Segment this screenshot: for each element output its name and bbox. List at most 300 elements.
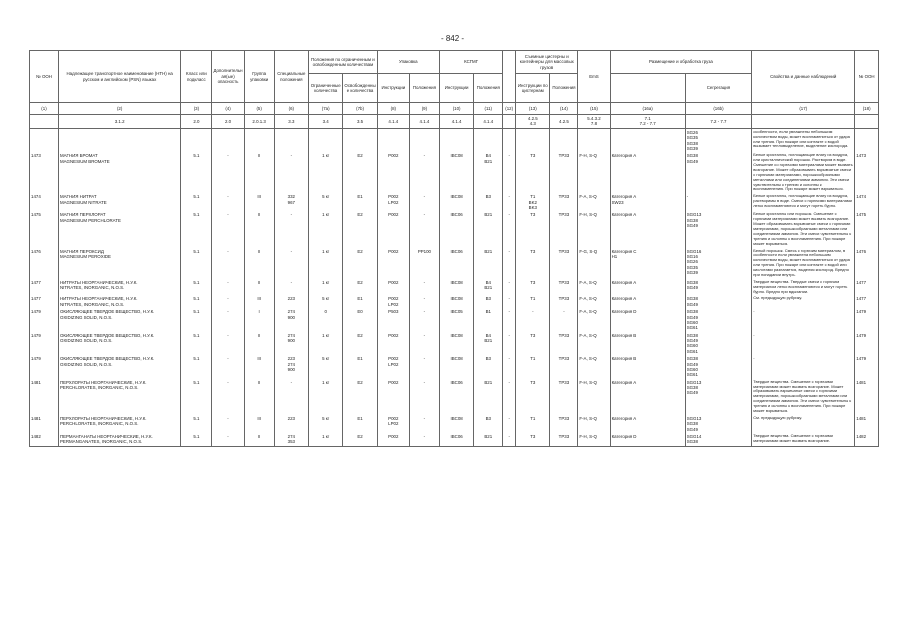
cell-un: 1482 bbox=[30, 433, 59, 446]
cell-seg: SGG14 SG38 bbox=[685, 433, 752, 446]
cell-un: 1473 bbox=[855, 152, 879, 193]
header-stowage: Размещение и обработка груза bbox=[610, 51, 752, 74]
cell-ti: T1 bbox=[516, 295, 550, 308]
column-number: (12) bbox=[503, 103, 516, 115]
cell-tp: TP33 bbox=[550, 415, 578, 433]
cell-pp: - bbox=[409, 308, 439, 332]
cell-stow: Категория A bbox=[610, 152, 685, 193]
cell-c12: - bbox=[503, 379, 516, 415]
cell-cls: 5.1 bbox=[181, 295, 212, 308]
cell-cls: 5.1 bbox=[181, 248, 212, 279]
cell-pp: - bbox=[409, 433, 439, 446]
cell-shipping-name: МАГНИЯ НИТРАТ MAGNESIUM NITRATE bbox=[58, 193, 180, 211]
cell-ibc: IBC06 bbox=[439, 211, 473, 247]
column-number: (17) bbox=[752, 103, 855, 115]
cell-pp: - bbox=[409, 279, 439, 296]
cell-ems: F-A, S-Q bbox=[578, 279, 610, 296]
cell-prop: Твердые вещества. Смешение с горючими материалами может вызвать возгорание. bbox=[752, 433, 855, 446]
cell-stow: Категория B bbox=[610, 332, 685, 356]
cell-sp: 274 353 bbox=[274, 433, 308, 446]
cell-ibcp: B21 bbox=[474, 433, 503, 446]
column-number: (9) bbox=[409, 103, 439, 115]
cell-ti: T1 bbox=[516, 415, 550, 433]
cell-ibcp: B1 bbox=[474, 308, 503, 332]
cell-pp: - bbox=[409, 152, 439, 193]
cell-pp bbox=[409, 128, 439, 152]
dangerous-goods-table bbox=[29, 50, 879, 447]
cell-cls: 5.1 bbox=[181, 355, 212, 379]
header-name: Надлежащее транспортное наименование (НТН) на русском и английском (PSN) языках bbox=[58, 51, 180, 103]
column-number: (14) bbox=[550, 103, 578, 115]
cell-pg: I bbox=[244, 308, 274, 332]
cell-lq: 1 кг bbox=[309, 433, 343, 446]
table-row bbox=[30, 193, 879, 211]
cell-pi: P002 bbox=[377, 379, 409, 415]
cell-pp: PP100 bbox=[409, 248, 439, 279]
column-number: (4) bbox=[212, 103, 244, 115]
cell-eq: E2 bbox=[343, 152, 377, 193]
cell-un: 1477 bbox=[855, 295, 879, 308]
cell-pi: P002 bbox=[377, 332, 409, 356]
cell-lq: 1 кг bbox=[309, 279, 343, 296]
column-number: (10) bbox=[439, 103, 473, 115]
column-number: (15) bbox=[578, 103, 610, 115]
cell-eq: E2 bbox=[343, 379, 377, 415]
cell-ems: F-H, S-Q bbox=[578, 433, 610, 446]
cell-pg: III bbox=[244, 295, 274, 308]
cell-ibcp: B4 B21 bbox=[474, 152, 503, 193]
header-un-right: № ООН bbox=[855, 51, 879, 103]
cell-prop: - bbox=[752, 308, 855, 332]
cell-un bbox=[30, 128, 59, 152]
cell-shipping-name: ПЕРХЛОРАТЫ НЕОРГАНИЧЕСКИЕ, Н.У.К. PERCHLORATES, INORGANIC, N.O.S. bbox=[58, 415, 180, 433]
cell-tp: TP33 bbox=[550, 355, 578, 379]
cell-ibcp: B3 bbox=[474, 295, 503, 308]
reference-cell: 7.1 7.2 - 7.7 bbox=[610, 115, 685, 129]
column-number: (8) bbox=[377, 103, 409, 115]
cell-seg: SG38 SG49 bbox=[685, 279, 752, 296]
cell-un: 1481 bbox=[30, 379, 59, 415]
header-ibc-provisions: Положения bbox=[474, 74, 503, 103]
cell-shipping-name: МАГНИЯ БРОМАТ MAGNESIUM BROMATE bbox=[58, 152, 180, 193]
cell-ti: T3 bbox=[516, 211, 550, 247]
cell-pi: P002 LP02 bbox=[377, 415, 409, 433]
cell-sp: 274 900 bbox=[274, 332, 308, 356]
cell-un: 1479 bbox=[30, 332, 59, 356]
cell-ibc: IBC08 bbox=[439, 295, 473, 308]
cell-ems: F-A, S-Q bbox=[578, 332, 610, 356]
header-class: Класс или подкласс bbox=[181, 51, 212, 103]
cell-cls: 5.1 bbox=[181, 332, 212, 356]
header-limited: Ограниченные количества bbox=[309, 74, 343, 103]
cell-sub: - bbox=[212, 433, 244, 446]
cell-cls: 5.1 bbox=[181, 308, 212, 332]
cell-pp: - bbox=[409, 193, 439, 211]
cell-lq: 1 кг bbox=[309, 248, 343, 279]
cell-ti: T3 bbox=[516, 248, 550, 279]
cell-ibcp: B21 bbox=[474, 379, 503, 415]
cell-pg: III bbox=[244, 415, 274, 433]
column-number: (5) bbox=[244, 103, 274, 115]
cell-pi bbox=[377, 128, 409, 152]
header-ibc: КСГМГ bbox=[439, 51, 502, 74]
cell-un: 1477 bbox=[855, 279, 879, 296]
table-row bbox=[30, 379, 879, 415]
cell-shipping-name: ОКИСЛЯЮЩЕЕ ТВЕРДОЕ ВЕЩЕСТВО, Н.У.К. OXIDIZING SOLID, N.O.S. bbox=[58, 332, 180, 356]
cell-sp: 274 900 bbox=[274, 308, 308, 332]
reference-cell: 2.0 bbox=[181, 115, 212, 129]
cell-cls: 5.1 bbox=[181, 152, 212, 193]
cell-cls: 5.1 bbox=[181, 415, 212, 433]
cell-c12: - bbox=[503, 415, 516, 433]
cell-cls bbox=[181, 128, 212, 152]
cell-un: 1479 bbox=[855, 355, 879, 379]
reference-cell: 4.1.4 bbox=[439, 115, 473, 129]
cell-eq: E1 bbox=[343, 295, 377, 308]
header-segregation: Сегрегация bbox=[685, 74, 752, 103]
cell-pg: III bbox=[244, 355, 274, 379]
cell-pi: P002 bbox=[377, 433, 409, 446]
cell-stow: Категория A SW23 bbox=[610, 193, 685, 211]
cell-un: 1476 bbox=[855, 248, 879, 279]
cell-tp: TP33 bbox=[550, 332, 578, 356]
cell-c12 bbox=[503, 128, 516, 152]
cell-un: 1479 bbox=[855, 308, 879, 332]
cell-seg: SGG13 SG38 SG49 bbox=[685, 211, 752, 247]
cell-seg: SG26 SG35 SG38 SG39 bbox=[685, 128, 752, 152]
header-ems: EmS bbox=[578, 51, 610, 103]
cell-lq: 1 кг bbox=[309, 211, 343, 247]
column-number-row bbox=[30, 103, 879, 115]
column-number: (3) bbox=[181, 103, 212, 115]
cell-seg: SG38 SG49 SG60 SG61 bbox=[685, 355, 752, 379]
cell-un: 1479 bbox=[30, 355, 59, 379]
cell-stow: Категория D bbox=[610, 308, 685, 332]
cell-stow: Категория A bbox=[610, 279, 685, 296]
cell-ems: F-H, S-Q bbox=[578, 415, 610, 433]
cell-ems: F-A, S-Q bbox=[578, 308, 610, 332]
reference-cell: 3.1.2 bbox=[58, 115, 180, 129]
cell-cls: 5.1 bbox=[181, 279, 212, 296]
cell-c12: - bbox=[503, 433, 516, 446]
cell-lq: 1 кг bbox=[309, 152, 343, 193]
cell-stow: Категория A bbox=[610, 379, 685, 415]
cell-c12: - bbox=[503, 279, 516, 296]
cell-lq: 1 кг bbox=[309, 332, 343, 356]
cell-ibcp: B3 bbox=[474, 355, 503, 379]
cell-tp: - bbox=[550, 308, 578, 332]
cell-lq: 5 кг bbox=[309, 415, 343, 433]
cell-ibcp: B4 B21 bbox=[474, 279, 503, 296]
cell-sub: - bbox=[212, 308, 244, 332]
cell-ibcp: B4 B21 bbox=[474, 332, 503, 356]
cell-eq: E2 bbox=[343, 211, 377, 247]
cell-c12: - bbox=[503, 248, 516, 279]
cell-shipping-name: ПЕРХЛОРАТЫ НЕОРГАНИЧЕСКИЕ, Н.У.К. PERCHLORATES, INORGANIC, N.O.S. bbox=[58, 379, 180, 415]
header-pack-provisions: Положения bbox=[409, 74, 439, 103]
cell-prop: Твердые вещества. Смешение с горючими материалами может вызвать возгорание. Может образовывать взрывчатые смеси с горючими материалами, порошкообразными металлами или соединениями аммония. Эти смеси чувствительны к трению и склонны к воспламенению. При пожаре может взрываться. bbox=[752, 379, 855, 415]
cell-c12: - bbox=[503, 308, 516, 332]
cell-pg: II bbox=[244, 279, 274, 296]
header-ibc-instructions: Инструкции bbox=[439, 74, 473, 103]
cell-eq: E2 bbox=[343, 248, 377, 279]
cell-pg: II bbox=[244, 433, 274, 446]
cell-tp: TP33 bbox=[550, 211, 578, 247]
cell-prop: Белые кристаллы, поглощающие влагу из воздуха, или кристаллический порошок. Растворим в воде. Смешение со горючими материалами может вызвать возгорание. Может образовывать взрывчатые смеси с горючими материалами, порошкообразными металлами или соединениями аммония. Эти смеси чувствительны к трению и склонны к воспламенению. При пожаре может взрываться. bbox=[752, 152, 855, 193]
cell-sp: - bbox=[274, 379, 308, 415]
cell-ems: F-A, S-Q bbox=[578, 355, 610, 379]
header-excepted: Освобожденные количества bbox=[343, 74, 377, 103]
cell-prop: Белые кристаллы или порошок. Смешение с горючими материалами может вызвать возгорание. Может образовывать взрывчатые смеси с горючими материалами, порошкообразными металлами или соединениями аммония. Эти смеси чувствительны к трению и склонны к воспламенению. При пожаре может взрываться. bbox=[752, 211, 855, 247]
cell-shipping-name: ПЕРМАНГАНАТЫ НЕОРГАНИЧЕСКИЕ, Н.У.К. PERMANGANATES, INORGANIC, N.O.S. bbox=[58, 433, 180, 446]
cell-shipping-name: НИТРАТЫ НЕОРГАНИЧЕСКИЕ, Н.У.К. NITRATES, INORGANIC, N.O.S. bbox=[58, 279, 180, 296]
cell-ibcp: B21 bbox=[474, 248, 503, 279]
cell-c12: - bbox=[503, 211, 516, 247]
cell-ems: F-H, S-Q bbox=[578, 379, 610, 415]
reference-row bbox=[30, 115, 879, 129]
cell-un: 1481 bbox=[855, 415, 879, 433]
header-row bbox=[30, 51, 879, 74]
cell-un: 1476 bbox=[30, 248, 59, 279]
header-stowage-blank bbox=[610, 74, 685, 103]
cell-pp: - bbox=[409, 211, 439, 247]
table-row bbox=[30, 308, 879, 332]
cell-pp: - bbox=[409, 332, 439, 356]
table-row bbox=[30, 128, 879, 152]
cell-sub: - bbox=[212, 279, 244, 296]
table-row bbox=[30, 332, 879, 356]
cell-ibc: IBC08 bbox=[439, 332, 473, 356]
cell-sp: - bbox=[274, 248, 308, 279]
reference-cell: 4.2.5 bbox=[550, 115, 578, 129]
reference-cell: 2.0 bbox=[212, 115, 244, 129]
column-number: (11) bbox=[474, 103, 503, 115]
cell-sub: - bbox=[212, 379, 244, 415]
header-packaging: Упаковка bbox=[377, 51, 439, 74]
cell-un: 1477 bbox=[30, 295, 59, 308]
cell-ems: F-H, S-Q bbox=[578, 211, 610, 247]
cell-pi: P002 LP02 bbox=[377, 355, 409, 379]
cell-prop: Белые кристаллы, поглощающие влагу из воздуха, растворимы в воде. Смеси с горючими материалами легко воспламеняются и могут гореть бурно. bbox=[752, 193, 855, 211]
cell-stow: Категория A bbox=[610, 295, 685, 308]
cell-ibc: IBC05 bbox=[439, 308, 473, 332]
cell-ibc: IBC08 bbox=[439, 355, 473, 379]
cell-pg: II bbox=[244, 248, 274, 279]
cell-pi: P002 LP02 bbox=[377, 295, 409, 308]
cell-un: 1474 bbox=[30, 193, 59, 211]
header-properties: Свойства и данные наблюдений bbox=[752, 51, 855, 103]
cell-c12: - bbox=[503, 355, 516, 379]
cell-pi: P002 bbox=[377, 248, 409, 279]
header-col12 bbox=[503, 51, 516, 103]
cell-sub: - bbox=[212, 248, 244, 279]
cell-seg: SG38 SG49 bbox=[685, 295, 752, 308]
table-row bbox=[30, 415, 879, 433]
header-tank-provisions: Положения bbox=[550, 74, 578, 103]
cell-stow: Категория D bbox=[610, 433, 685, 446]
cell-ibc: IBC08 bbox=[439, 152, 473, 193]
cell-tp: TP33 bbox=[550, 152, 578, 193]
header-portable-tanks: Съемные цистерны и контейнеры для массовых грузов bbox=[516, 51, 578, 74]
cell-sub: - bbox=[212, 152, 244, 193]
cell-lq: 0 bbox=[309, 308, 343, 332]
cell-seg: SG38 SG49 SG60 SG61 bbox=[685, 332, 752, 356]
cell-prop: Твердые вещества. Твердые смеси с горючим материалом легко воспламеняются и могут гореть бурно. Вредно при вдыхании. bbox=[752, 279, 855, 296]
cell-pi: P002 bbox=[377, 211, 409, 247]
cell-un: 1482 bbox=[855, 433, 879, 446]
cell-ibc: IBC06 bbox=[439, 433, 473, 446]
cell-sp: - bbox=[274, 279, 308, 296]
cell-seg: SGG13 SG38 SG49 bbox=[685, 415, 752, 433]
cell-shipping-name: МАГНИЯ ПЕРОКСИД MAGNESIUM PEROXIDE bbox=[58, 248, 180, 279]
cell-pi: P002 bbox=[377, 152, 409, 193]
header-pack-instructions: Инструкции bbox=[377, 74, 409, 103]
cell-c12: - bbox=[503, 152, 516, 193]
cell-stow bbox=[610, 128, 685, 152]
cell-sub: - bbox=[212, 211, 244, 247]
cell-prop: Белый порошок. Смесь с горючим материалом, в особенности если увлажнена небольшим количеством воды, может воспламениться от удара или трения. При пожаре или контакте с водой или кислотами разлагается, выделяя кислород. Вредно при попадании внутрь. bbox=[752, 248, 855, 279]
cell-eq bbox=[343, 128, 377, 152]
header-special-provisions: Специальные положения bbox=[274, 51, 308, 103]
cell-c12: - bbox=[503, 295, 516, 308]
cell-prop: - bbox=[752, 355, 855, 379]
cell-c12: - bbox=[503, 193, 516, 211]
cell-ibcp: B3 bbox=[474, 193, 503, 211]
cell-eq: E1 bbox=[343, 193, 377, 211]
cell-tp: TP33 bbox=[550, 295, 578, 308]
cell-seg: SGG13 SG38 SG49 bbox=[685, 379, 752, 415]
cell-ti: T3 bbox=[516, 379, 550, 415]
cell-ibcp bbox=[474, 128, 503, 152]
table-row bbox=[30, 248, 879, 279]
cell-sp: - bbox=[274, 152, 308, 193]
cell-shipping-name: ОКИСЛЯЮЩЕЕ ТВЕРДОЕ ВЕЩЕСТВО, Н.У.К. OXIDIZING SOLID, N.O.S. bbox=[58, 308, 180, 332]
cell-pg bbox=[244, 128, 274, 152]
cell-ibc: IBC08 bbox=[439, 415, 473, 433]
cell-un: 1475 bbox=[30, 211, 59, 247]
cell-seg: SGG16 SG16 SG26 SG35 SG39 bbox=[685, 248, 752, 279]
cell-prop: особенности, если увлажнены небольшим количеством воды, может воспламениться от удара или трения. При пожаре или контакте с водой вызывает тепловыделение, выделение кислорода. bbox=[752, 128, 855, 152]
cell-ti: T1 BK2 BK3 bbox=[516, 193, 550, 211]
cell-eq: E2 bbox=[343, 433, 377, 446]
cell-pp: - bbox=[409, 415, 439, 433]
reference-cell: 4.1.4 bbox=[409, 115, 439, 129]
cell-sp: - bbox=[274, 211, 308, 247]
cell-sub: - bbox=[212, 355, 244, 379]
cell-shipping-name: ОКИСЛЯЮЩЕЕ ТВЕРДОЕ ВЕЩЕСТВО, Н.У.К. OXIDIZING SOLID, N.O.S. bbox=[58, 355, 180, 379]
reference-cell bbox=[855, 115, 879, 129]
cell-ibc: IBC06 bbox=[439, 248, 473, 279]
cell-ibc bbox=[439, 128, 473, 152]
cell-un: 1473 bbox=[30, 152, 59, 193]
cell-stow: Категория A bbox=[610, 211, 685, 247]
cell-sp: 223 bbox=[274, 415, 308, 433]
reference-cell bbox=[752, 115, 855, 129]
cell-un: 1479 bbox=[855, 332, 879, 356]
cell-ems: F-A, S-Q bbox=[578, 193, 610, 211]
cell-sub: - bbox=[212, 415, 244, 433]
cell-sub: - bbox=[212, 193, 244, 211]
cell-sub: - bbox=[212, 295, 244, 308]
cell-prop: См. предыдущую рубрику. bbox=[752, 415, 855, 433]
cell-ems: F-H, S-Q bbox=[578, 152, 610, 193]
column-number: (7b) bbox=[343, 103, 377, 115]
cell-prop: - bbox=[752, 332, 855, 356]
cell-ti: T3 bbox=[516, 279, 550, 296]
cell-shipping-name bbox=[58, 128, 180, 152]
header-packing-group: Группа упаковки bbox=[244, 51, 274, 103]
table-body bbox=[30, 128, 879, 446]
cell-ems: F-G, S-Q bbox=[578, 248, 610, 279]
cell-eq: E2 bbox=[343, 279, 377, 296]
cell-tp: TP33 bbox=[550, 379, 578, 415]
cell-un: 1479 bbox=[30, 308, 59, 332]
cell-ti: T3 bbox=[516, 332, 550, 356]
cell-cls: 5.1 bbox=[181, 193, 212, 211]
header-tank-instructions: Инструкции по цистернам bbox=[516, 74, 550, 103]
table-row bbox=[30, 355, 879, 379]
cell-pi: P503 bbox=[377, 308, 409, 332]
cell-ti: T1 bbox=[516, 355, 550, 379]
cell-ems: F-A, S-Q bbox=[578, 295, 610, 308]
cell-stow: Категория C H1 bbox=[610, 248, 685, 279]
cell-prop: См. предыдущую рубрику. bbox=[752, 295, 855, 308]
cell-shipping-name: МАГНИЯ ПЕРХЛОРАТ MAGNESIUM PERCHLORATE bbox=[58, 211, 180, 247]
cell-sp: 223 274 900 bbox=[274, 355, 308, 379]
cell-pp: - bbox=[409, 295, 439, 308]
cell-pi: P002 LP02 bbox=[377, 193, 409, 211]
cell-lq: 5 кг bbox=[309, 355, 343, 379]
cell-lq bbox=[309, 128, 343, 152]
table-row bbox=[30, 152, 879, 193]
cell-pg: II bbox=[244, 152, 274, 193]
reference-cell: 2.0.1.3 bbox=[244, 115, 274, 129]
cell-ibc: IBC08 bbox=[439, 193, 473, 211]
column-number: (18) bbox=[855, 103, 879, 115]
cell-sub bbox=[212, 128, 244, 152]
cell-un: 1474 bbox=[855, 193, 879, 211]
cell-cls: 5.1 bbox=[181, 379, 212, 415]
cell-un bbox=[855, 128, 879, 152]
header-limited-group: Положения по ограниченным и освобожденным количествам bbox=[309, 51, 378, 74]
cell-seg: SG38 SG49 bbox=[685, 152, 752, 193]
reference-cell: 3.4 bbox=[309, 115, 343, 129]
cell-ibcp: B3 bbox=[474, 415, 503, 433]
column-number: (13) bbox=[516, 103, 550, 115]
cell-un: 1477 bbox=[30, 279, 59, 296]
cell-c12: - bbox=[503, 332, 516, 356]
cell-ibcp: B21 bbox=[474, 211, 503, 247]
cell-ems bbox=[578, 128, 610, 152]
column-number: (6) bbox=[274, 103, 308, 115]
cell-pg: II bbox=[244, 211, 274, 247]
cell-pg: II bbox=[244, 379, 274, 415]
cell-un: 1481 bbox=[855, 379, 879, 415]
cell-sp: 223 bbox=[274, 295, 308, 308]
cell-seg: - bbox=[685, 193, 752, 211]
column-number: (16b) bbox=[685, 103, 752, 115]
cell-lq: 5 кг bbox=[309, 295, 343, 308]
header-un: № ООН bbox=[30, 51, 59, 103]
cell-eq: E0 bbox=[343, 308, 377, 332]
page-number: - 842 - bbox=[440, 34, 465, 43]
reference-cell bbox=[503, 115, 516, 129]
column-number: (7a) bbox=[309, 103, 343, 115]
cell-stow: Категория A bbox=[610, 415, 685, 433]
reference-cell: 3.3 bbox=[274, 115, 308, 129]
cell-ti bbox=[516, 128, 550, 152]
cell-un: 1475 bbox=[855, 211, 879, 247]
